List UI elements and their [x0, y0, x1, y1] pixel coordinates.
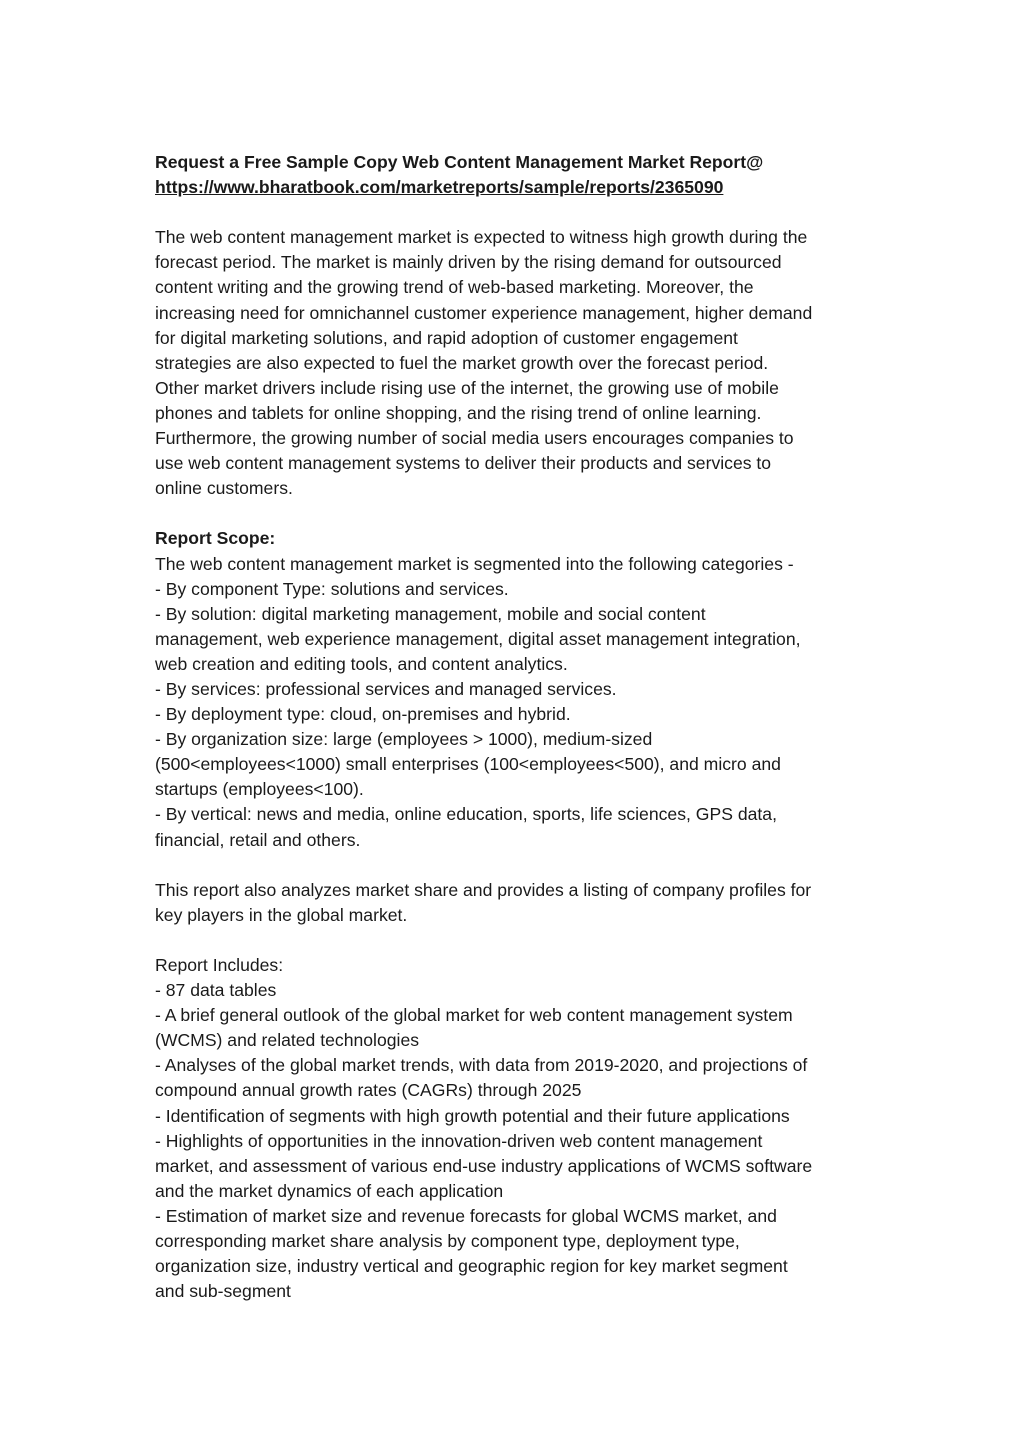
- analysis-paragraph: [155, 878, 875, 928]
- intro-line: for digital marketing solutions, and rapid adoption of customer engagement: [155, 327, 738, 348]
- intro-line: The web content management market is expected to witness high growth during the: [155, 227, 808, 248]
- report-includes-heading: Report Includes:: [155, 955, 284, 975]
- scope-line: web creation and editing tools, and content analytics.: [155, 653, 568, 674]
- includes-line: organization size, industry vertical and geographic region for key market segment: [155, 1256, 788, 1277]
- spacer: [155, 200, 875, 225]
- intro-line: online customers.: [155, 478, 293, 499]
- document-page: [155, 150, 875, 1304]
- intro-line: phones and tablets for online shopping, and the rising trend of online learning.: [155, 402, 762, 423]
- report-scope-section: [155, 526, 875, 852]
- includes-line: - A brief general outlook of the global market for web content management system: [155, 1005, 793, 1026]
- intro-line: content writing and the growing trend of web-based marketing. Moreover, the: [155, 277, 754, 298]
- intro-line: Other market drivers include rising use of the internet, the growing use of mobile: [155, 377, 779, 398]
- spacer: [155, 928, 875, 953]
- scope-line: - By organization size: large (employees > 1000), medium-sized: [155, 729, 653, 750]
- intro-line: increasing need for omnichannel customer experience management, higher demand: [155, 302, 813, 323]
- includes-line: compound annual growth rates (CAGRs) through 2025: [155, 1080, 582, 1101]
- scope-line: - By services: professional services and managed services.: [155, 678, 617, 699]
- includes-line: and sub-segment: [155, 1281, 291, 1302]
- includes-line: (WCMS) and related technologies: [155, 1030, 420, 1051]
- spacer: [155, 853, 875, 878]
- scope-line: - By solution: digital marketing management, mobile and social content: [155, 603, 706, 624]
- includes-line: - 87 data tables: [155, 980, 277, 1001]
- includes-line: - Estimation of market size and revenue forecasts for global WCMS market, and: [155, 1205, 777, 1226]
- report-includes-section: [155, 953, 875, 1304]
- intro-paragraph: [155, 225, 875, 501]
- scope-line: (500<employees<1000) small enterprises (100<employees<500), and micro and: [155, 754, 781, 775]
- includes-line: - Identification of segments with high growth potential and their future applications: [155, 1105, 790, 1126]
- intro-line: forecast period. The market is mainly driven by the rising demand for outsourced: [155, 252, 782, 273]
- scope-line: startups (employees<100).: [155, 779, 364, 800]
- sample-report-link[interactable]: https://www.bharatbook.com/marketreports/sample/reports/2365090: [155, 177, 724, 198]
- report-scope-heading: Report Scope:: [155, 528, 276, 549]
- includes-line: - Highlights of opportunities in the innovation-driven web content management: [155, 1130, 763, 1151]
- request-sample-heading: Request a Free Sample Copy Web Content Management Market Report@: [155, 152, 764, 172]
- includes-line: and the market dynamics of each application: [155, 1180, 504, 1201]
- includes-line: - Analyses of the global market trends, with data from 2019-2020, and projections of: [155, 1055, 808, 1076]
- intro-line: Furthermore, the growing number of social media users encourages companies to: [155, 428, 794, 449]
- scope-line: financial, retail and others.: [155, 829, 361, 850]
- scope-line: - By deployment type: cloud, on-premises and hybrid.: [155, 704, 571, 725]
- scope-line: - By vertical: news and media, online education, sports, life sciences, GPS data,: [155, 804, 777, 825]
- intro-line: strategies are also expected to fuel the market growth over the forecast period.: [155, 352, 769, 373]
- spacer: [155, 501, 875, 526]
- analysis-line: key players in the global market.: [155, 904, 408, 925]
- includes-line: market, and assessment of various end-use industry applications of WCMS software: [155, 1155, 813, 1176]
- scope-line: - By component Type: solutions and services.: [155, 578, 509, 599]
- analysis-line: This report also analyzes market share and provides a listing of company profiles for: [155, 879, 812, 900]
- intro-line: use web content management systems to deliver their products and services to: [155, 453, 772, 474]
- scope-line: management, web experience management, digital asset management integration,: [155, 628, 801, 649]
- includes-line: corresponding market share analysis by component type, deployment type,: [155, 1231, 740, 1252]
- scope-line: The web content management market is segmented into the following categories -: [155, 553, 794, 574]
